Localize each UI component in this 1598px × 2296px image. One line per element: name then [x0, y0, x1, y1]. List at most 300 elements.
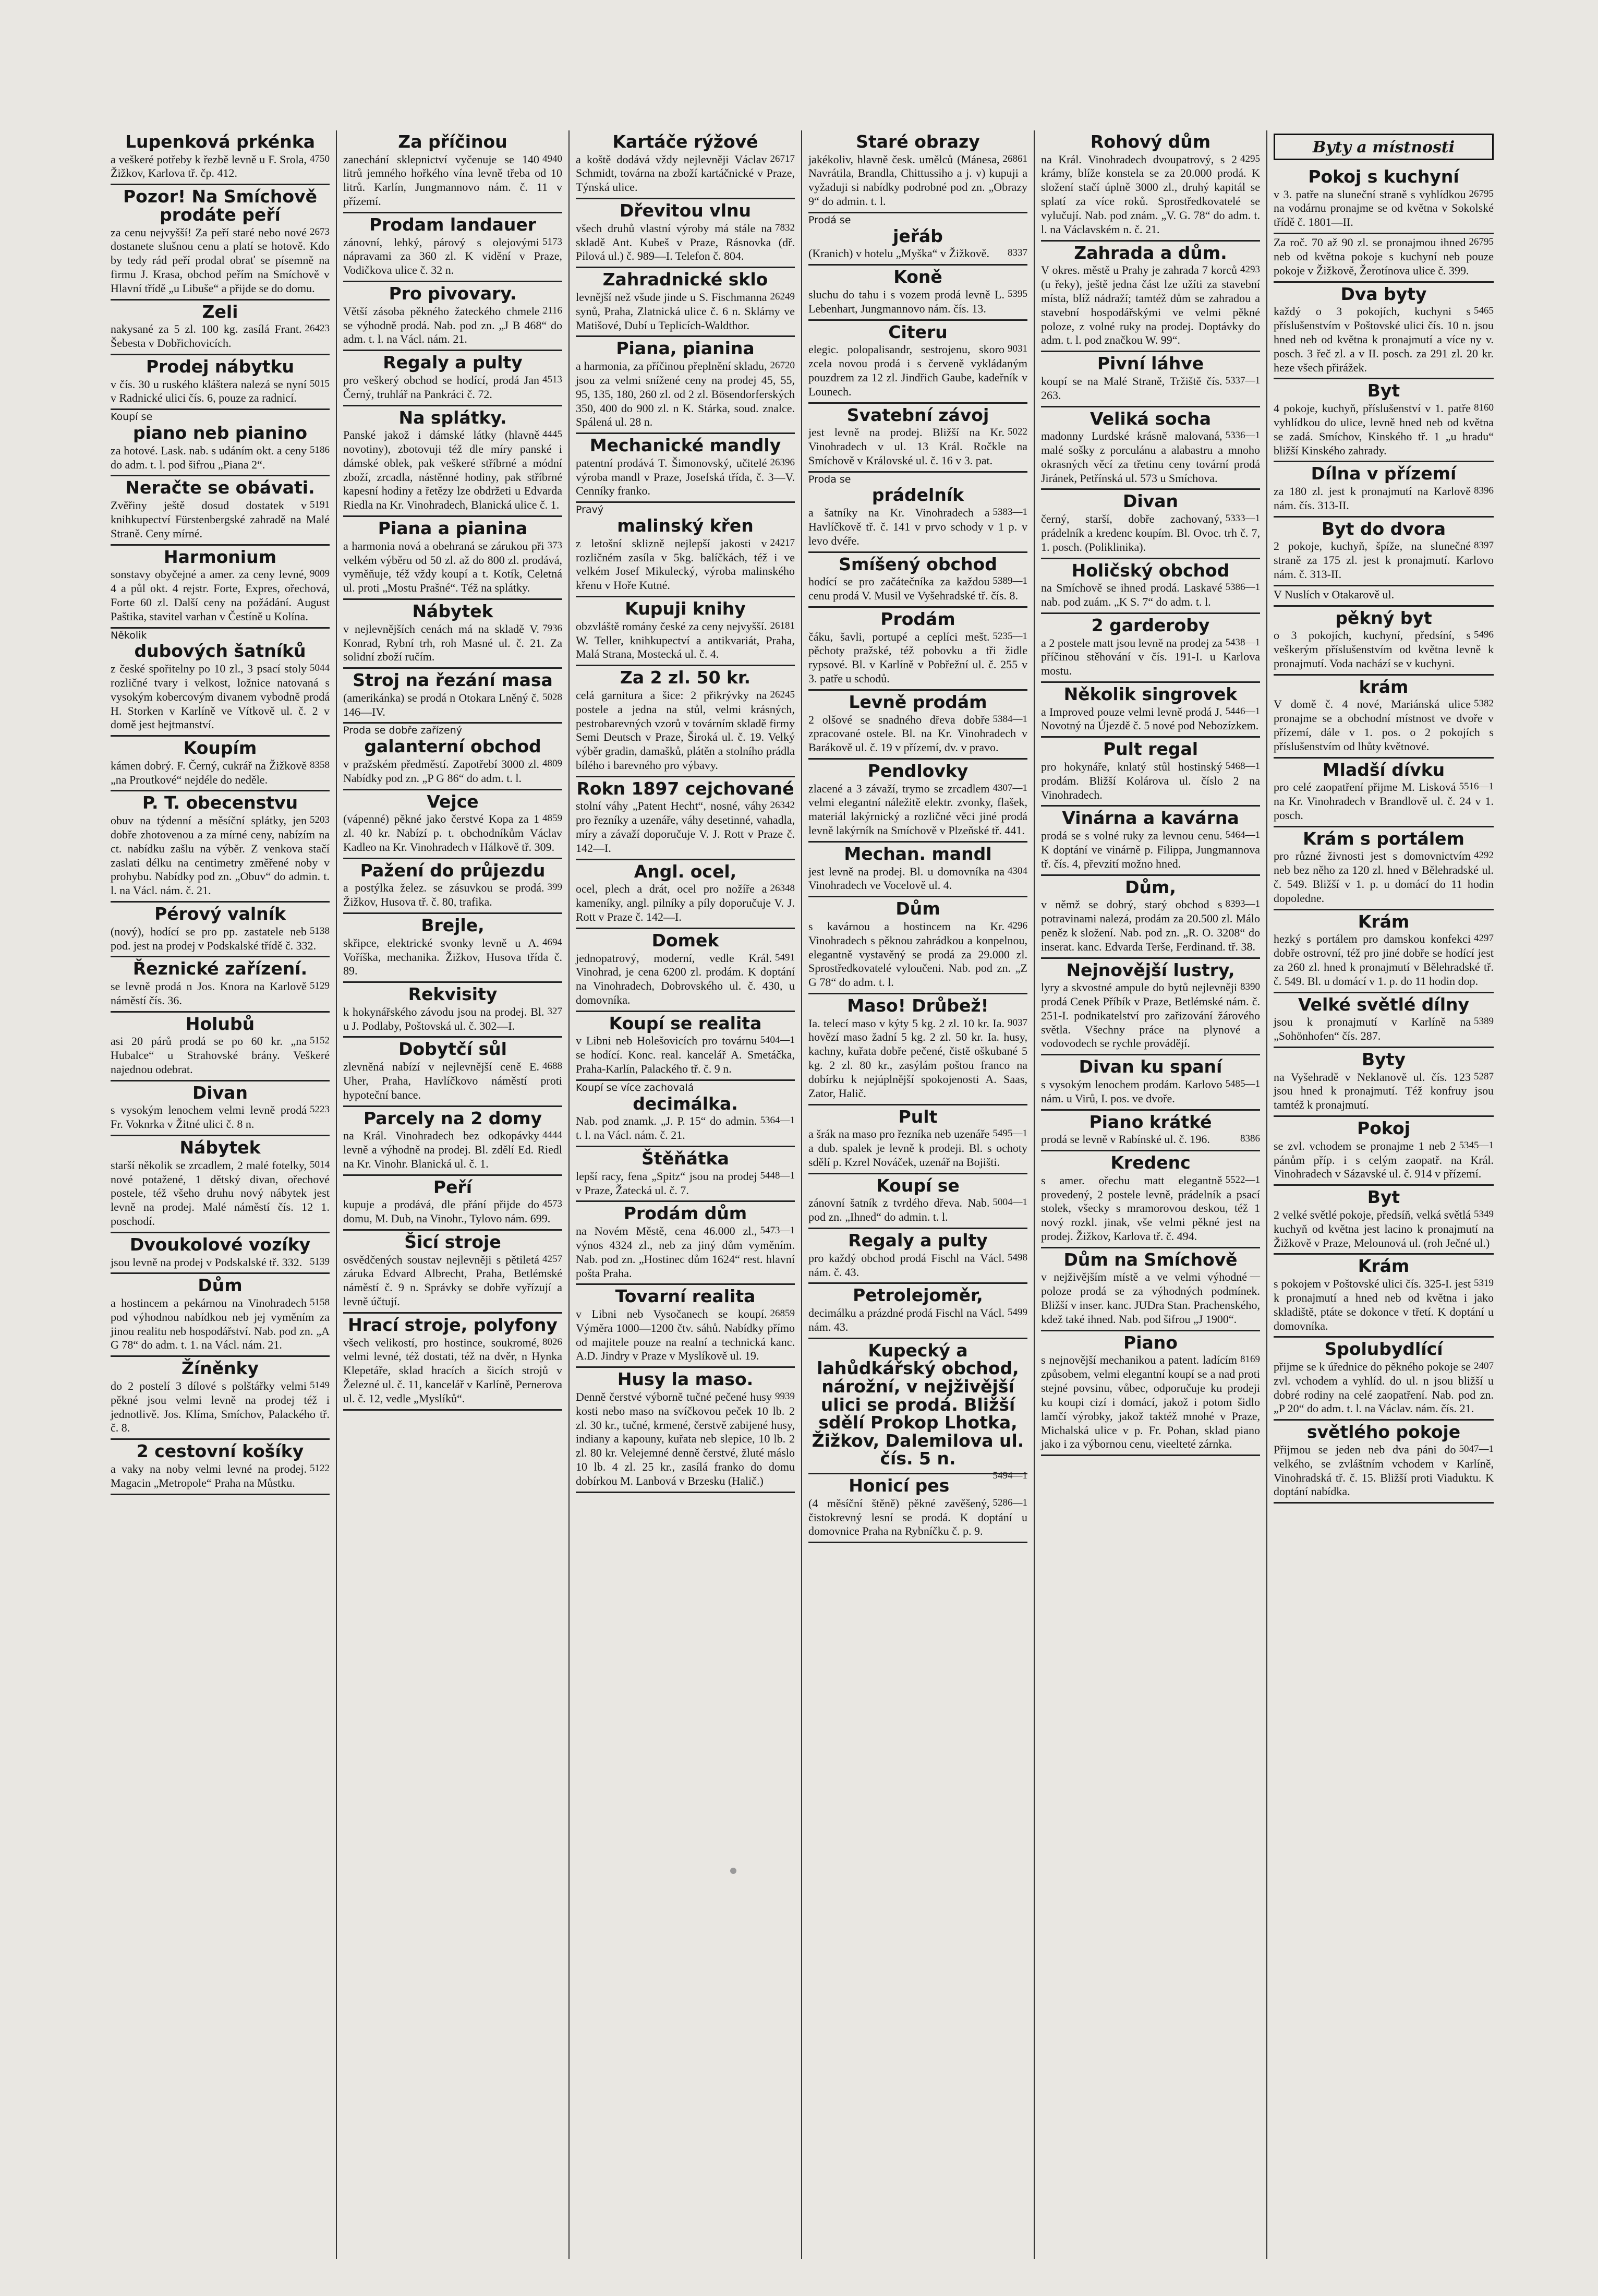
ad-body-text: a 2 postele matt jsou levně na prodej za příčinou stěhování v čís. 191-I. u Karlova mostu.	[1041, 636, 1260, 678]
classified-ad	[111, 903, 330, 957]
classified-ad	[1041, 959, 1260, 1056]
ad-headline: Žíněnky	[181, 1358, 259, 1379]
ad-body	[111, 814, 330, 898]
ad-headline: Za příčinou	[398, 131, 507, 152]
ad-body-text: starší několik se zrcadlem, 2 malé fotelky, nové potažené, 1 dětský divan, ořechové postele, též všeho druhu nový nábytek jest levně na prodej. Malé náměstí čís. 12 1. poschodí.	[111, 1158, 330, 1228]
classified-ad	[111, 1357, 330, 1440]
column-6	[1267, 130, 1500, 2259]
ad-number: 5235—1	[992, 630, 1027, 642]
classified-ad	[343, 1038, 562, 1107]
ad-body	[343, 812, 562, 854]
ad-body-text: obzvláště romány české za ceny nejvyšší. W. Teller, knihkupectví a antikvariát, Praha, Malá Strana, Mostecká ul. č. 4.	[576, 619, 795, 661]
ad-headline: Spolubydlící	[1324, 1339, 1443, 1360]
ad-body-text: Zvěřiny ještě dosud dostatek v knihkupectví Fürstenbergské zahradě na Malé Straně. Ceny mírné.	[111, 499, 330, 540]
ad-body-text: s kavárnou a hostincem na Kr. Vinohradech s pěknou zahrádkou a konpelnou, elegantně vystavěný se prodá za 29.000 zl. Sprostředkovatelé vyloučeni. Nab. pod zn. „Z G 78“ do adm. t. l.	[808, 919, 1027, 989]
classified-ad	[111, 791, 330, 903]
ad-body	[576, 1307, 795, 1363]
ad-body-text: asi 20 párů prodá se po 60 kr. „na Hubalce“ u Strahovské brány. Veškeré najednou odebrat.	[111, 1035, 330, 1076]
ad-body	[111, 444, 330, 472]
ad-body	[1041, 1133, 1260, 1147]
ad-number: 5386—1	[1225, 582, 1260, 593]
ad-headline: Krám	[1358, 1256, 1410, 1277]
ad-body-text: prodá se s volné ruky za levnou cenu. K doptání ve vinárně p. Filippa, Jungmannova tř. čís. 4, převzití možno hned.	[1041, 829, 1260, 870]
ad-headline: Peří	[433, 1176, 473, 1197]
ad-number: 5473—1	[760, 1225, 795, 1236]
ad-body-text: sluchu do tahu i s vozem prodá levně L. Lebenhart, Jungmannovo nám. čís. 13.	[808, 287, 1004, 315]
ad-body	[111, 226, 330, 296]
column-4	[802, 130, 1035, 2259]
ad-body	[1041, 1078, 1260, 1106]
classified-ad	[576, 597, 795, 666]
ad-headline: Nejnovější lustry,	[1066, 959, 1235, 980]
classified-ad	[1041, 1248, 1260, 1331]
ad-body-text: do 2 postelí 3 dílové s polštářky velmi pěkné jsou velmi levně na prodej též i jednotlivě. Jos. Klíma, Smíchov, Palackého tř. č. 8.	[111, 1379, 330, 1435]
ad-number: 5395	[1008, 288, 1027, 299]
ad-body-text: a harmonia, za příčinou přeplnění skladu, jsou za velmi snížené ceny na prodej 45, 55, 95, 135, 180, 260 zl. od 2 zl. Bösendorferských 350, 400 do 900 zl. n K. Stárka, soud. znalce. Spálená ul. 28 n.	[576, 359, 795, 429]
ad-headline: světlého pokoje	[1306, 1422, 1461, 1442]
ad-number: 5129	[310, 980, 330, 991]
paper-speck	[730, 1868, 736, 1874]
ad-headline: Pendlovky	[867, 760, 969, 781]
ad-body-text: kupuje a prodává, dle přání přijde do domu, M. Dub, na Vinohr., Tylovo nám. 699.	[343, 1198, 551, 1225]
ad-body	[1274, 1071, 1494, 1112]
ad-body	[808, 153, 1027, 209]
ad-number: 5404—1	[760, 1035, 795, 1046]
classified-ad	[808, 1174, 1027, 1229]
ad-body-text: za cenu nejvyšší! Za peří staré nebo nové dostanete slušnou cenu a platí se hotově. Kdo by tedy rád peří prodal obrať se písemně na firmu J. Krasa, obchod peřím na Smíchově v Hlavní třídě „u Libuše“ a přijde se do domu.	[111, 225, 330, 295]
classified-ad	[1041, 1331, 1260, 1456]
ad-body	[1274, 780, 1494, 822]
classified-ad	[808, 1284, 1027, 1339]
ad-number: 5122	[310, 1462, 330, 1474]
ad-body-text: a šrák na maso pro řezníka neb uzenáře a dub. spalek je levně k prodeji. Bl. s ochoty sdělí p. Kzrel Nováček, uzenář na Bojišti.	[808, 1127, 1027, 1169]
ad-number: 5516—1	[1459, 781, 1494, 792]
classified-ad	[1041, 1151, 1260, 1248]
ad-number: 5015	[310, 378, 330, 389]
ad-headline: Šicí stroje	[404, 1232, 501, 1253]
ad-body-text: čáku, šavli, portupé a ceplíci mešt. pěchoty pražské, též pobovku a tři židle rypsové. Bl. v Karlíně v Pobřežní ul. č. 255 v 3. patře u schodů.	[808, 630, 1027, 686]
ad-headline: prádelník	[871, 485, 964, 506]
ad-number: 8397	[1474, 540, 1494, 551]
ad-headline: Byt	[1367, 380, 1400, 401]
ad-body	[343, 758, 562, 786]
ad-headline: Pro pivovary.	[389, 283, 517, 304]
ad-body	[808, 506, 1027, 548]
ad-body-text: na Novém Městě, cena 46.000 zl., výnos 4324 zl., neb za jiný dům vyměním. Nab. pod zn. „Hostinec dům 1624“ rest. hlavní pošta Praha.	[576, 1224, 795, 1280]
ad-body	[343, 936, 562, 978]
ad-number: 373	[547, 539, 562, 551]
classified-ad	[343, 724, 562, 790]
ad-number: 8160	[1474, 402, 1494, 414]
ad-headline: Holičský obchod	[1071, 560, 1230, 581]
ad-body	[111, 378, 330, 406]
ad-body	[343, 428, 562, 512]
ad-body-text: hezký s portálem pro damskou konfekci dobře ostrovní, též pro jiné dobře se hodící jest za 260 zl. hned k pronajmutí v Bělehradské tř. č. 549. Bl. u domácí v 1. p. do 11 hodin dop.	[1274, 932, 1494, 988]
ad-body-text: lepší racy, fena „Spitz“ jsou na prodej v Praze, Žatecká ul. č. 7.	[576, 1169, 757, 1197]
ad-headline: piano neb pianino	[132, 423, 307, 443]
classified-ad	[1274, 379, 1494, 462]
ad-headline: Piana a pianina	[378, 518, 528, 539]
ad-number: 5464—1	[1225, 830, 1260, 841]
ad-headline: malinský křen	[617, 515, 754, 536]
ad-body	[576, 620, 795, 662]
ad-body	[1274, 305, 1494, 375]
ad-number: 4750	[310, 153, 330, 164]
ad-headline: Piano krátké	[1089, 1111, 1212, 1132]
ad-body-text: osvědčených soustav nejlevněji s pětiletá záruka Edvard Albrecht, Praha, Betlémské náměstí č. 9 n. Správky se dobře vyřízují a levně účtují.	[343, 1253, 562, 1308]
ad-body	[1041, 1174, 1260, 1244]
ad-number: 5446—1	[1225, 705, 1260, 717]
ad-number: 5345—1	[1459, 1139, 1494, 1151]
ad-headline: Rohový dům	[1090, 131, 1211, 152]
ad-body-text: stolní váhy „Patent Hecht“, nosné, váhy pro řezníky a uzenáře, váhy desetinné, vahadla, míry a závaží doporučuje V. J. Rott v Praze č. 142—I.	[576, 799, 795, 855]
ad-number: 26396	[770, 456, 795, 468]
classified-ad	[1274, 993, 1494, 1048]
ad-headline: Citeru	[888, 321, 948, 342]
ad-number: —	[1250, 1271, 1260, 1282]
ad-number: 5499	[1008, 1306, 1027, 1318]
ad-body	[808, 1127, 1027, 1169]
ad-body	[576, 1170, 795, 1198]
ad-number: 5287	[1474, 1071, 1494, 1082]
ad-headline: Pult regal	[1103, 739, 1198, 760]
classified-ad	[576, 860, 795, 929]
ad-number: 4292	[1474, 850, 1494, 861]
classified-ad	[808, 1105, 1027, 1174]
classified-ad	[808, 213, 1027, 266]
classified-ad	[111, 546, 330, 629]
ad-body-text: a postýlka želez. se zásuvkou se prodá. Žižkov, Husova tř. č. 80, trafika.	[343, 881, 544, 909]
ad-body-text: na Král. Vinohradech dvoupatrový, s 2 krámy, blíže konstela se za 20.000 prodá. K složení stačí úplně 3000 zl., druhý kapitál se splatí za více roků. Sprostředkovatelé se vylučují. Nab. pod znám. „V. G. 78“ do adm. t. l. na Václavském n. č. 21.	[1041, 152, 1260, 236]
ad-headline: Vejce	[427, 791, 479, 812]
ad-preheading: Pravý	[576, 504, 604, 516]
section-heading-byty: Byty a místnosti	[1274, 134, 1494, 160]
classified-ad	[343, 1314, 562, 1411]
ad-headline: Staré obrazy	[856, 131, 980, 152]
ad-body	[343, 1060, 562, 1102]
ad-number: 24217	[770, 537, 795, 548]
ad-number: 5191	[310, 499, 330, 511]
ad-headline: Smíšený obchod	[839, 554, 997, 574]
ad-body-text: pro celé zaopatření přijme M. Lisková na Kr. Vinohradech v Brandlově ul. č. 24 v 1. posch.	[1274, 780, 1494, 822]
classified-ad	[1274, 607, 1494, 676]
classified-ad	[343, 351, 562, 406]
ad-body-text: sonstavy obyčejné a amer. za ceny levné, 4 a půl okt. 4 rejstr. Forte, Expres, ořechová, Forte 60 zl. Další ceny na požádání. August Paštika, stavitel varhan v Čestíně u Kolína.	[111, 568, 330, 623]
ad-body	[808, 920, 1027, 990]
ad-headline: Harmonium	[164, 546, 276, 567]
ad-body	[1041, 705, 1260, 734]
ad-body	[1041, 829, 1260, 871]
ad-number: 5337—1	[1225, 375, 1260, 386]
ad-body-text: v Libni neb Vysočanech se koupí. Výměra 1000—1200 čtv. sáhů. Nabídky přímo od majitele pouze na realní a technická kanc. A.D. Jindry v Praze v Myslíkově ul. 19.	[576, 1307, 795, 1363]
ad-number: 5333—1	[1225, 513, 1260, 524]
ad-body-text: nakysané za 5 zl. 100 kg. zasílá Frant. Šebesta v Dobřichovicích.	[111, 322, 302, 350]
ad-headline: Velké světlé dílny	[1298, 994, 1470, 1015]
ad-body-text: hodící se pro začátečníka za každou cenu prodá V. Musil ve Vyšehradské tř. čís. 8.	[808, 575, 1019, 603]
classified-ad	[343, 914, 562, 983]
ad-number: 9009	[310, 568, 330, 580]
classified-ad	[1274, 518, 1494, 586]
ad-body-text: o 3 pokojích, kuchyní, předsíní, s veškerým příslušenstvím od května levně k pronajmutí. Voda nachází se v kuchyni.	[1274, 629, 1494, 670]
ad-number: 8337	[1008, 247, 1027, 259]
ad-body-text: 4 pokoje, kuchyň, příslušenství v 1. patře vyhlídkou do ulice, levně hned neb od května se zadá. Smíchov, Kinského tř. 1 „u hradu“ bližší Kinského zahrady.	[1274, 402, 1494, 457]
ad-body-text: se levně prodá n Jos. Knora na Karlově náměstí čís. 36.	[111, 980, 307, 1007]
classified-ad	[576, 503, 795, 597]
ad-body-text: Přijmou se jeden neb dva páni do velkého, se zvláštním vchodem v Karlíně, Vinohradská tř. č. 15. Bližší proti Viaduktu. K doptání nabídka.	[1274, 1442, 1494, 1498]
ad-number: 5047—1	[1459, 1443, 1494, 1454]
ad-headline: Dům,	[1125, 876, 1176, 897]
ad-body-text: všech druhů vlastní výroby má stále na skladě Ant. Kubeš v Praze, Rásnovka (dř. Pilová ul.) č. 989—I. Telefon č. 804.	[576, 221, 795, 263]
ad-body	[1274, 849, 1494, 905]
ad-body-text: pro veškerý obchod se hodící, prodá Jan Černý, truhlář na Pankráci č. 72.	[343, 373, 539, 401]
ad-headline: Za 2 zl. 50 kr.	[620, 667, 751, 688]
ad-number: 5014	[310, 1159, 330, 1170]
classified-ad	[576, 666, 795, 777]
ad-body	[1274, 1443, 1494, 1499]
ad-body	[1274, 1015, 1494, 1043]
ad-body	[808, 713, 1027, 755]
ad-body	[111, 1035, 330, 1076]
ad-body-text: a šatníky na Kr. Vinohradech a Havlíčkově tř. č. 141 v prvo schody v 1 p. v levo dvéře.	[808, 506, 1027, 547]
classified-ad	[343, 600, 562, 669]
classified-ad	[1274, 1421, 1494, 1504]
classified-ad	[343, 406, 562, 518]
ad-number: 26795	[1469, 188, 1494, 199]
ad-headline: Prodám	[880, 608, 955, 629]
ad-body-text: z české spořitelny po 10 zl., 3 psací stoly rozličné tvary i velkost, ložnice natovaná s vysokým kobercovým divanem vybodně prodá H. Storken v Karlíně ve Vítkově ul. č. 2 v domě jest hejtmanství.	[111, 662, 330, 731]
ad-body	[808, 782, 1027, 838]
classified-ad	[808, 321, 1027, 404]
ad-preheading: Prodá se	[808, 214, 851, 226]
classified-ad	[111, 629, 330, 737]
ad-headline: Zahrada a dům.	[1074, 242, 1227, 263]
ad-body-text: Nab. pod znamk. „J. P. 15“ do admin. t. l. na Václ. nám. č. 21.	[576, 1114, 757, 1142]
ad-preheading: Několik	[111, 629, 147, 641]
ad-number: 8026	[542, 1336, 562, 1348]
classified-ad	[1274, 586, 1494, 607]
ad-body	[343, 305, 562, 346]
ad-body	[576, 359, 795, 429]
ad-headline: Koupím	[183, 738, 257, 759]
ad-headline: Koupí se	[876, 1175, 960, 1196]
ad-body-text: 2 olšové se snadného dřeva dobře zpracované ostele. Bl. na Kr. Vinohradech v Barákově ul. č. 19 v přízemí, dv. v pravo.	[808, 713, 1027, 754]
classified-ad	[111, 1136, 330, 1233]
ad-number: 9031	[1008, 343, 1027, 355]
classified-ad	[343, 213, 562, 282]
ad-preheading: Koupí se	[111, 411, 153, 423]
classified-ad	[576, 130, 795, 199]
ad-number: 4694	[542, 936, 562, 948]
ad-number: 5044	[310, 663, 330, 674]
column-5	[1035, 130, 1267, 2259]
ad-body	[1274, 932, 1494, 988]
classified-ad	[343, 1231, 562, 1314]
ad-headline: Piana, pianina	[616, 338, 755, 359]
ad-number: 5494—1	[992, 1470, 1027, 1482]
ad-body	[343, 881, 562, 909]
ad-number: 4293	[1240, 264, 1260, 275]
ad-headline: Honicí pes	[849, 1475, 950, 1496]
ad-headline: 2 cestovní košíky	[136, 1441, 304, 1462]
ad-headline: Byty	[1362, 1049, 1406, 1069]
classified-ad	[808, 691, 1027, 760]
ad-number: 8358	[310, 759, 330, 771]
ad-headline: Mechanické mandly	[589, 435, 781, 456]
ad-body	[343, 539, 562, 595]
ad-headline: Brejle,	[421, 915, 485, 936]
classified-ad	[808, 473, 1027, 553]
ad-headline: Pérový valník	[154, 904, 286, 924]
ad-number: 2407	[1474, 1360, 1494, 1372]
ad-body	[343, 691, 562, 719]
ad-headline: Divan ku spaní	[1079, 1056, 1222, 1077]
classified-ad	[1041, 807, 1260, 875]
ad-headline: Koně	[893, 267, 942, 287]
classified-ad	[1041, 490, 1260, 559]
ad-number: 4688	[542, 1061, 562, 1072]
ad-number: 5158	[310, 1296, 330, 1308]
classified-ad	[1274, 1048, 1494, 1117]
ad-body	[576, 952, 795, 1007]
classified-ad	[576, 929, 795, 1012]
classified-ad	[808, 608, 1027, 691]
ad-number: 5286—1	[992, 1497, 1027, 1508]
ad-body-text: jsou levně na prodej v Podskalské tř. 332.	[111, 1255, 302, 1269]
ad-body-text: (Kranich) v hotelu „Myška“ v Žižkově.	[808, 247, 989, 260]
ad-body-text: k hokynářského závodu jsou na prodej. Bl. u J. Podlaby, Poštovská ul. č. 302—I.	[343, 1005, 544, 1032]
ad-body-text: z letošní sklizně nejlepší jakosti v rozličném zasíla v 5kg. balíčkách, též i ve velkém Josef Mikulecký, výroba malinského křenu v Hoře Kutné.	[576, 536, 795, 592]
classified-ad	[576, 777, 795, 860]
ad-headline: Pokoj	[1357, 1118, 1410, 1139]
ad-headline: P. T. obecenstvu	[142, 792, 298, 813]
classified-ad	[1274, 676, 1494, 759]
ad-body-text: v čís. 30 u ruského kláštera nalezá se nyní v Radnické ulici čís. 6, pouze za radnicí.	[111, 377, 307, 405]
ad-body	[576, 1034, 795, 1076]
ad-number: 5152	[310, 1035, 330, 1047]
ad-body-text: jest levně na prodej. Bližší na Kr. Vinohradech v ul. 13 Král. Ročkle na Smíchově v Královské ul. č. 16 v 3. pat.	[808, 426, 1027, 467]
classified-ad	[1041, 407, 1260, 490]
ad-number: 2673	[310, 226, 330, 237]
ad-number: 26720	[770, 360, 795, 371]
classified-ad	[1274, 1255, 1494, 1338]
ad-body	[808, 288, 1027, 316]
ad-body	[111, 322, 330, 351]
classified-ad	[576, 337, 795, 434]
ad-headline: Kredenc	[1110, 1152, 1191, 1173]
ad-body	[343, 374, 562, 402]
classified-ad	[343, 1107, 562, 1176]
ad-headline: Parcely na 2 domy	[364, 1108, 542, 1128]
ad-number: 5495—1	[992, 1128, 1027, 1139]
ad-body	[576, 799, 795, 855]
ad-headline: Pokoj s kuchyní	[1308, 166, 1459, 187]
ad-body	[808, 1306, 1027, 1335]
ad-body-text: patentní prodává T. Šimonovský, učitelé výroba mandl v Praze, Josefská třída, č. 3—V. Cenníky franko.	[576, 456, 795, 498]
ad-body	[576, 153, 795, 195]
ad-headline: Pivní láhve	[1097, 353, 1204, 374]
classified-ad	[343, 859, 562, 914]
ad-body-text: každý o 3 pokojích, kuchyni s příslušenstvím v Poštovské ulici čís. 10 n. jsou hned neb od května k pronajmutí a více ny v. posch. 3 řeč zl. a v II. posch. za 291 zl. 20 kr. heze všech přirážek.	[1274, 305, 1494, 374]
ad-body-text: V Nuslích v Otakarově ul.	[1274, 587, 1395, 601]
ad-body-text: za 180 zl. jest k pronajmutí na Karlově nám. čís. 313-II.	[1274, 484, 1471, 512]
ad-number: 4296	[1008, 920, 1027, 931]
ad-headline: Zeli	[202, 301, 238, 322]
ad-body-text: 2 velké světlé pokoje, předsíň, velká světlá kuchyň od května jest lacino k pronajmutí na Žižkově v Praze, Melounová ul. (roh Ječné ul.)	[1274, 1208, 1494, 1249]
ad-headline: Stroj na řezání masa	[353, 670, 553, 691]
ad-headline: pěkný byt	[1335, 607, 1432, 628]
ad-number: 5349	[1474, 1208, 1494, 1220]
ad-body	[111, 1103, 330, 1132]
ad-body-text: pro každý obchod prodá Fischl na Václ. nám. č. 43.	[808, 1251, 1004, 1279]
classified-ad	[1274, 910, 1494, 993]
classified-ad	[808, 1474, 1027, 1543]
ad-body-text: na Král. Vinohradech bez odkopávky levně a výhodně na prodej. Bl. zdělí Ed. Riedl na Kr. Vinohr. Blanická ul. č. 1.	[343, 1129, 562, 1170]
ad-body-text: jednopatrový, moderní, vedle Král. Vinohrad, je cena 6200 zl. prodám. K doptání na Vinohradech, Dobrovského ul. č. 430, u domovníka.	[576, 951, 795, 1007]
ad-body	[1041, 581, 1260, 609]
ad-body	[808, 1497, 1027, 1538]
ad-body	[1274, 698, 1494, 753]
classified-ad	[1041, 738, 1260, 807]
ad-headline: Tovarní realita	[615, 1286, 756, 1307]
classified-ad	[1274, 283, 1494, 380]
ad-number: 26717	[770, 153, 795, 164]
ad-number: 4445	[542, 429, 562, 440]
ad-number: 5138	[310, 925, 330, 936]
ad-number: 7936	[542, 622, 562, 634]
ad-headline: Nábytek	[179, 1137, 261, 1158]
classified-ad	[576, 199, 795, 268]
classified-ad	[808, 553, 1027, 608]
ad-headline: Rokn 1897 cejchované	[576, 778, 794, 799]
classified-ad	[343, 669, 562, 724]
ad-body-text: v 3. patře na sluneční straně s vyhlídkou na vodárnu pronajme se od května v Sokolské třídě č. 1801—II.	[1274, 187, 1494, 229]
ad-body-text: zanechání sklepnictví vyčenuje se 140 litrů jemného hořkého vína levně třeba od 10 litrů. Karlín, Jungmannovo nám. č. 11 v přízemí.	[343, 152, 562, 208]
classified-ad	[808, 760, 1027, 843]
ad-number: 327	[547, 1005, 562, 1017]
ad-number: 26249	[770, 291, 795, 302]
ad-headline: Řeznické zařízení.	[132, 958, 308, 979]
ad-body	[808, 575, 1027, 603]
ad-body	[808, 1252, 1027, 1280]
ad-number: 5465	[1474, 305, 1494, 317]
ad-body	[1041, 429, 1260, 485]
ad-body	[808, 1017, 1027, 1101]
ad-body	[343, 622, 562, 664]
ad-body-text: v nejlevnějších cenách má na skladě V. Konrad, Rybní trh, roh Masné ul. č. 21. Za solidní zboží ručím.	[343, 622, 562, 664]
ad-body-text: (nový), hodící se pro pp. zastatele neb pod. jest na prodej v Podskalské třídě č. 332.	[111, 924, 317, 952]
classified-ad	[1041, 683, 1260, 738]
ad-body	[576, 537, 795, 593]
classified-ad	[576, 1012, 795, 1081]
classified-ad	[1041, 242, 1260, 353]
ad-number: 5498	[1008, 1252, 1027, 1263]
ad-body	[1041, 1270, 1260, 1326]
ad-body	[576, 456, 795, 498]
ad-body	[111, 1296, 330, 1352]
ad-headline: Krám	[1358, 911, 1410, 932]
ad-body-text: pro hokynáře, knlatý stůl hostinský prodám. Bližší Kolárova ul. číslo 2 na Vinohradech.	[1041, 760, 1260, 801]
ad-headline: Holubů	[185, 1013, 255, 1034]
classified-ad	[1274, 165, 1494, 234]
ad-number: 5149	[310, 1379, 330, 1391]
ad-number: 5389—1	[992, 575, 1027, 587]
ad-body	[808, 630, 1027, 686]
ad-body	[1274, 539, 1494, 581]
ad-headline: Lupenková prkénka	[125, 131, 316, 152]
ad-body	[1274, 188, 1494, 230]
ad-body	[343, 1129, 562, 1171]
ad-body	[111, 925, 330, 953]
